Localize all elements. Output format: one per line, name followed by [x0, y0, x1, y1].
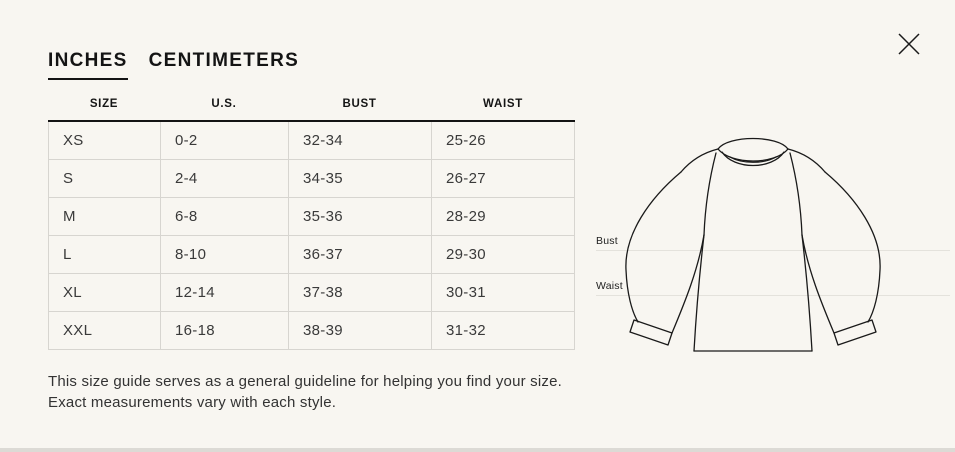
- table-cell-bust: 32-34: [288, 122, 431, 159]
- table-cell-size: L: [48, 236, 160, 273]
- left-cuff: [630, 320, 672, 345]
- table-cell-waist: 29-30: [431, 236, 575, 273]
- size-guide-note: This size guide serves as a general guideline for helping you find your size. Exact measurements vary with each style.: [48, 373, 563, 412]
- table-cell-bust: 36-37: [288, 236, 431, 273]
- table-cell-waist: 28-29: [431, 198, 575, 235]
- table-cell-us: 12-14: [160, 274, 288, 311]
- right-sleeve-outer: [825, 172, 880, 322]
- size-table-body: [48, 120, 575, 350]
- table-cell-bust: 37-38: [288, 274, 431, 311]
- bust-label: Bust: [596, 235, 618, 247]
- table-cell-size: M: [48, 198, 160, 235]
- table-cell-us: 2-4: [160, 160, 288, 197]
- table-cell-waist: 31-32: [431, 312, 575, 349]
- table-row: [48, 274, 575, 312]
- column-header: WAIST: [483, 98, 523, 110]
- blouse-illustration: [612, 132, 912, 360]
- table-cell-size: XL: [48, 274, 160, 311]
- size-table: [48, 98, 575, 350]
- waist-label: Waist: [596, 280, 623, 292]
- left-armhole-seam: [704, 153, 716, 235]
- table-cell-us: 6-8: [160, 198, 288, 235]
- table-cell-size: S: [48, 160, 160, 197]
- table-cell-bust: 34-35: [288, 160, 431, 197]
- table-row: [48, 198, 575, 236]
- left-sleeve-outer: [626, 172, 681, 322]
- table-row: [48, 122, 575, 160]
- modal-bottom-edge: [0, 448, 955, 452]
- table-cell-us: 8-10: [160, 236, 288, 273]
- tab-centimeters[interactable]: CENTIMETERS: [148, 50, 300, 71]
- table-cell-bust: 38-39: [288, 312, 431, 349]
- column-header: U.S.: [211, 98, 237, 110]
- table-cell-waist: 26-27: [431, 160, 575, 197]
- right-cuff: [834, 320, 876, 345]
- table-row: [48, 312, 575, 350]
- table-cell-us: 0-2: [160, 122, 288, 159]
- collar-band: [722, 152, 784, 166]
- table-row: [48, 160, 575, 198]
- right-body-seam: [802, 235, 812, 351]
- table-cell-bust: 35-36: [288, 198, 431, 235]
- garment-diagram: [590, 100, 955, 372]
- table-cell-size: XXL: [48, 312, 160, 349]
- table-row: [48, 236, 575, 274]
- close-icon: [895, 30, 923, 58]
- collar-outer: [718, 139, 788, 150]
- table-cell-size: XS: [48, 122, 160, 159]
- tab-inches[interactable]: INCHES: [48, 50, 128, 80]
- table-cell-us: 16-18: [160, 312, 288, 349]
- size-table-header: [48, 98, 575, 120]
- unit-tabs: [48, 50, 299, 80]
- column-header: SIZE: [89, 98, 119, 110]
- right-armhole-seam: [790, 153, 802, 235]
- table-cell-waist: 25-26: [431, 122, 575, 159]
- column-header: BUST: [342, 98, 377, 110]
- table-cell-waist: 30-31: [431, 274, 575, 311]
- left-body-seam: [694, 235, 704, 351]
- close-button[interactable]: [887, 22, 931, 66]
